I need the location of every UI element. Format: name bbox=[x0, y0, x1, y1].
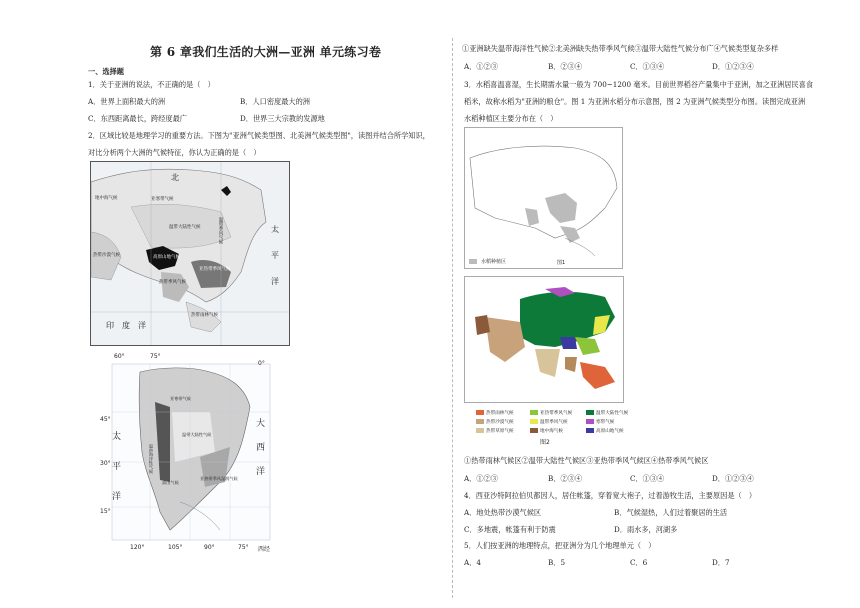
fig2-legend-item bbox=[586, 428, 624, 434]
fig2-legend-item bbox=[476, 410, 514, 416]
na-pacific-label: 太 平 洋 bbox=[112, 432, 122, 502]
asia-climate-map-graphic bbox=[91, 162, 289, 345]
legend-swatch bbox=[586, 410, 594, 415]
asia-north-label: 北 bbox=[171, 173, 179, 182]
q1-option-d[interactable]: D．世界三大宗教的发源地 bbox=[240, 114, 325, 123]
figure-1-rice-map bbox=[464, 127, 623, 269]
asia-indian-ocean-label: 印 度 洋 bbox=[106, 321, 146, 330]
asia-highland-label: 高原山地气候 bbox=[153, 255, 180, 260]
asia-climate-color-graphic bbox=[465, 277, 623, 402]
asia-tropical-desert-label: 热带沙漠气候 bbox=[93, 253, 120, 258]
q3-stem-line3: 水稻种植区主要分布在（ ） bbox=[464, 114, 558, 123]
fig2-legend-item bbox=[476, 419, 514, 425]
na-subtropical-label: 亚热带季风湿润气候 bbox=[200, 476, 238, 481]
q2-stem-line2: 对比分析两个大洲的气候特征，你认为正确的是（ ） bbox=[88, 148, 261, 157]
asia-climate-map bbox=[90, 161, 290, 346]
q2-option-b[interactable]: B．②③④ bbox=[548, 62, 583, 71]
na-lat-0-label: 0° bbox=[258, 360, 265, 367]
fig2-legend-label: 地中海气候 bbox=[540, 429, 563, 434]
q5-option-b[interactable]: B．5 bbox=[548, 558, 566, 567]
q2-option-d[interactable]: D．①②③④ bbox=[712, 62, 754, 71]
q3-options: ①热带雨林气候区②温带大陆性气候区③亚热带季风气候区④热带季风气候区 bbox=[464, 456, 709, 465]
q1-option-a[interactable]: A．世界上面积最大的洲 bbox=[88, 97, 166, 106]
na-alpine-label: 高山气候 bbox=[162, 480, 179, 485]
legend-swatch bbox=[586, 419, 594, 424]
q4-option-d[interactable]: D．雨水多，河湖多 bbox=[614, 525, 678, 534]
q4-option-c[interactable]: C．多地震，帐篷有利于防震 bbox=[464, 525, 556, 534]
fig2-legend-item bbox=[586, 410, 628, 416]
q5-stem: 5．人们按亚洲的地理特点，把亚洲分为几个地理单元（ ） bbox=[464, 541, 656, 550]
q3-option-a[interactable]: A．①②③ bbox=[464, 474, 498, 483]
q1-stem: 1．关于亚洲的说法，不正确的是（ ） bbox=[88, 80, 215, 89]
q3-option-d[interactable]: D．①②③④ bbox=[712, 474, 754, 483]
asia-subtropical-monsoon-label: 亚热带季风气候 bbox=[199, 267, 231, 272]
fig2-legend-item bbox=[530, 428, 563, 434]
north-america-climate-map bbox=[100, 352, 278, 552]
q2-option-c[interactable]: C．①③④ bbox=[630, 62, 665, 71]
fig2-legend-label: 热带草原气候 bbox=[486, 429, 514, 434]
q2-options: ①亚洲缺失温带海洋性气候②北美洲缺失热带季风气候③温带大陆性气候分布广④气候类型复杂多样 bbox=[462, 44, 779, 53]
q4-option-b[interactable]: B．气候湿热，人们过着聚居的生活 bbox=[614, 508, 728, 517]
na-lon-60-label: 60° bbox=[114, 353, 125, 360]
q5-option-a[interactable]: A．4 bbox=[464, 558, 481, 567]
na-lon-120-label: 120° bbox=[130, 544, 145, 551]
fig2-legend-label: 寒带气候 bbox=[596, 420, 615, 425]
na-lon-90-label: 90° bbox=[204, 544, 215, 551]
asia-subarctic-label: 亚寒带气候 bbox=[151, 197, 174, 202]
fig2-legend-item bbox=[530, 410, 572, 416]
fig2-legend-label: 热带雨林气候 bbox=[486, 411, 514, 416]
figure-2-climate-map bbox=[464, 276, 624, 403]
fig2-legend-label: 亚热带季风气候 bbox=[540, 411, 573, 416]
asia-tropical-monsoon-label: 热带季风气候 bbox=[159, 280, 186, 285]
fig2-legend-label: 温带大陆性气候 bbox=[596, 411, 629, 416]
asia-temperate-monsoon-label: 温带季风气候 bbox=[218, 217, 223, 244]
fig2-legend-item bbox=[476, 428, 514, 434]
asia-mediterranean-label: 地中海气候 bbox=[95, 196, 118, 201]
page-title: 第 6 章我们生活的大洲—亚洲 单元练习卷 bbox=[150, 45, 382, 59]
fig2-legend-label: 高原山地气候 bbox=[596, 429, 624, 434]
rice-map-graphic bbox=[465, 128, 622, 268]
legend-swatch bbox=[530, 419, 538, 424]
section-heading: 一、选择题 bbox=[88, 67, 124, 76]
q1-option-b[interactable]: B．人口密度最大的洲 bbox=[240, 97, 310, 106]
legend-swatch bbox=[530, 410, 538, 415]
na-lon-105-label: 105° bbox=[168, 544, 183, 551]
q2-stem-line1: 2．区域比较是地理学习的重要方法。下图为"亚洲气候类型图、北美洲气候类型图"，读图并结合所学知识， bbox=[88, 131, 430, 140]
fig2-legend-item bbox=[586, 419, 614, 425]
na-west-longitude-label: 西经 bbox=[258, 546, 271, 552]
legend-swatch bbox=[476, 428, 484, 433]
fig2-legend-label: 热带沙漠气候 bbox=[486, 420, 514, 425]
na-temperate-continental-label: 温带大陆性气候 bbox=[182, 432, 212, 437]
asia-temperate-continental-label: 温带大陆性气候 bbox=[169, 225, 201, 230]
na-lat-15-label: 15° bbox=[100, 508, 111, 515]
q2-option-a[interactable]: A．①②③ bbox=[464, 62, 498, 71]
legend-swatch bbox=[476, 410, 484, 415]
na-temperate-maritime-label: 温带海洋性气候 bbox=[149, 444, 154, 474]
q3-stem-line2: 稻米，故称水稻为"亚洲的粮仓"。图 1 为亚洲水稻分布示意图，图 2 为亚洲气候类型分布图。读图完成亚洲 bbox=[464, 97, 806, 106]
legend-swatch bbox=[476, 419, 484, 424]
q4-stem: 4．西亚沙特阿拉伯贝都因人，居住帐篷，穿着宽大袍子，过着游牧生活，主要原因是（ ） bbox=[464, 491, 757, 500]
q3-stem-line1: 3．水稻喜温喜湿，生长期需水量一般为 700~1200 毫米。目前世界稻谷产量集中于亚洲，加之亚洲居民喜食 bbox=[464, 80, 814, 89]
q5-option-c[interactable]: C．6 bbox=[630, 558, 648, 567]
rice-legend-swatch bbox=[469, 259, 477, 264]
asia-pacific-label: 太 平 洋 bbox=[271, 225, 279, 286]
q3-option-c[interactable]: C．①③④ bbox=[630, 474, 665, 483]
legend-swatch bbox=[586, 428, 594, 433]
na-lon-75b-label: 75° bbox=[238, 544, 249, 551]
na-lat-30-label: 30° bbox=[100, 460, 111, 467]
north-america-map-graphic bbox=[100, 352, 278, 552]
rice-legend-label: 水稻种植区 bbox=[481, 259, 507, 265]
fig2-legend-item bbox=[530, 419, 568, 425]
column-divider bbox=[452, 38, 453, 598]
figure-2-label: 图2 bbox=[540, 439, 550, 446]
q4-option-a[interactable]: A．地处热带沙漠气候区 bbox=[464, 508, 542, 517]
legend-swatch bbox=[530, 428, 538, 433]
na-subarctic-label: 亚寒带气候 bbox=[170, 396, 191, 401]
na-lat-45-label: 45° bbox=[100, 416, 111, 423]
q3-option-b[interactable]: B．②③④ bbox=[548, 474, 583, 483]
q1-option-c[interactable]: C．东西距离最长，跨经度最广 bbox=[88, 114, 187, 123]
na-atlantic-label: 大 西 洋 bbox=[256, 419, 266, 477]
q5-option-d[interactable]: D．7 bbox=[712, 558, 730, 567]
asia-tropical-rain-label: 热带雨林气候 bbox=[191, 313, 218, 318]
figure-1-label: 图1 bbox=[557, 260, 566, 266]
fig2-legend-label: 温带季风气候 bbox=[540, 420, 568, 425]
na-lon-75-label: 75° bbox=[150, 353, 161, 360]
